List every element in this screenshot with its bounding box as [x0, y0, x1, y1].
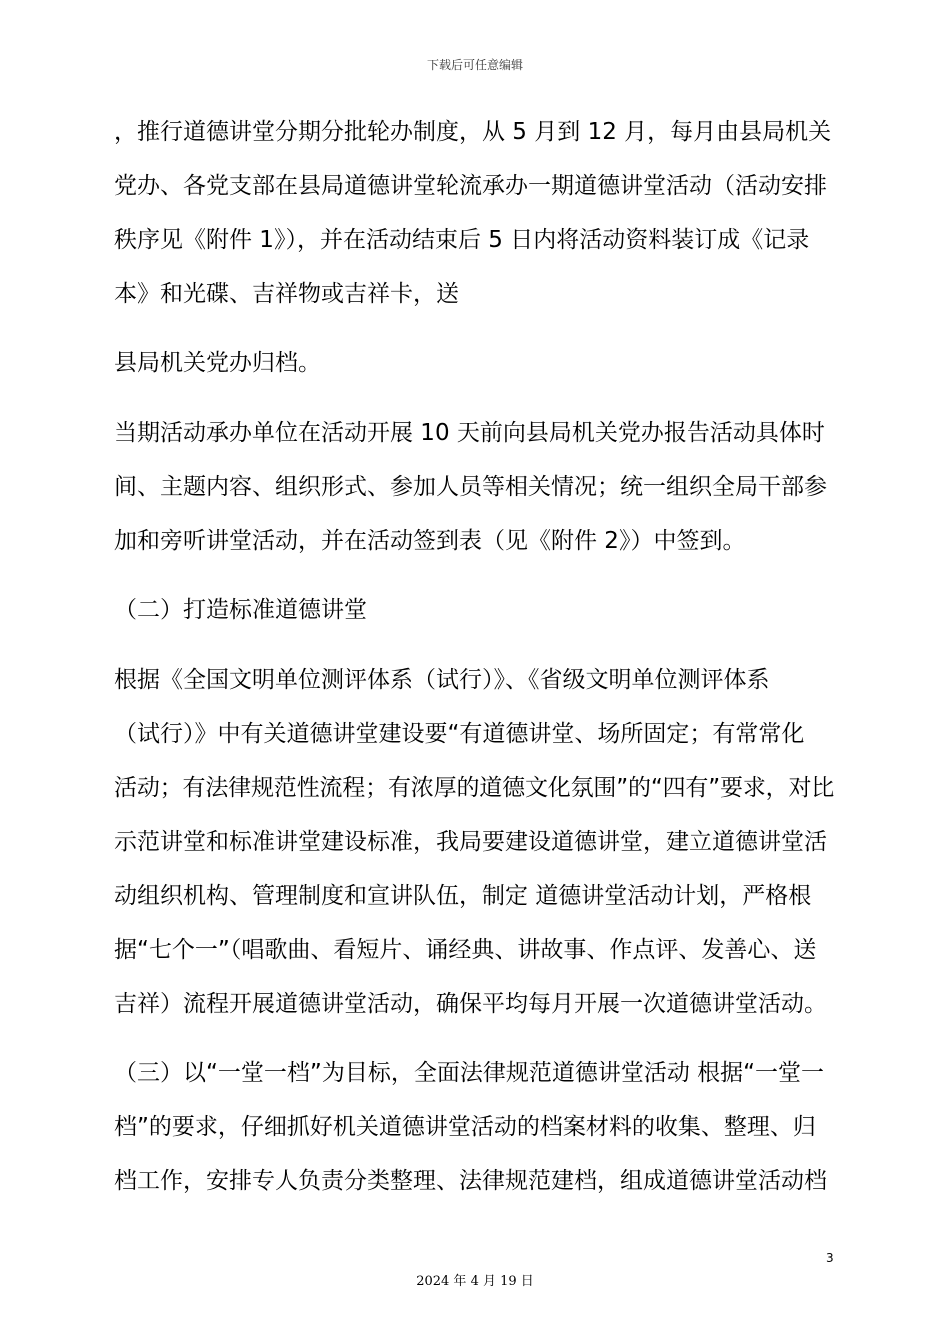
paragraph-3-line-1: 当期活动承办单位在活动开展 10 天前向县局机关党办报告活动具体时: [114, 420, 825, 446]
paragraph-1-line-3: 秩序见《附件 1》），并在活动结束后 5 日内将活动资料装订成《记录: [114, 227, 810, 253]
paragraph-5-line-2: （试行）》中有关道德讲堂建设要“有道德讲堂、场所固定；有常常化: [114, 721, 805, 747]
paragraph-5-line-5: 动组织机构、管理制度和宣讲队伍，制定 道德讲堂活动计划，严格根: [114, 883, 812, 909]
section-heading-2: （二）打造标准道德讲堂: [114, 597, 367, 623]
paragraph-3-line-3: 加和旁听讲堂活动，并在活动签到表（见《附件 2》）中签到。: [114, 528, 746, 554]
page-number: 3: [826, 1251, 834, 1265]
paragraph-1-line-4: 本》和光碟、吉祥物或吉祥卡，送: [114, 281, 459, 307]
paragraph-5-line-7: 吉祥）流程开展道德讲堂活动，确保平均每月开展一次道德讲堂活动。: [114, 991, 827, 1017]
paragraph-1-line-1: ，推行道德讲堂分期分批轮办制度，从 5 月到 12 月，每月由县局机关: [114, 119, 832, 145]
paragraph-6-line-2: 档”的要求，仔细抓好机关道德讲堂活动的档案材料的收集、整理、归: [114, 1114, 816, 1140]
paragraph-5-line-4: 示范讲堂和标准讲堂建设标准，我局要建设道德讲堂，建立道德讲堂活: [114, 829, 827, 855]
footer-date: 2024 年 4 月 19 日: [416, 1274, 534, 1289]
paragraph-1-line-2: 党办、各党支部在县局道德讲堂轮流承办一期道德讲堂活动（活动安排: [114, 173, 827, 199]
paragraph-5-line-3: 活动；有法律规范性流程；有浓厚的道德文化氛围”的“四有”要求，对比: [114, 775, 835, 801]
header-note: 下载后可任意编辑: [426, 58, 523, 72]
paragraph-5-line-6: 据“七个一”（唱歌曲、看短片、诵经典、讲故事、作点评、发善心、送: [114, 937, 817, 963]
paragraph-5-line-1: 根据《全国文明单位测评体系（试行）》、《省级文明单位测评体系: [114, 667, 770, 693]
paragraph-6-line-3: 档工作，安排专人负责分类整理、法律规范建档，组成道德讲堂活动档: [114, 1168, 827, 1194]
paragraph-2-line-1: 县局机关党办归档。: [114, 350, 321, 376]
paragraph-6-line-1: （三）以“一堂一档”为目标，全面法律规范道德讲堂活动 根据“一堂一: [114, 1060, 825, 1086]
paragraph-3-line-2: 间、主题内容、组织形式、参加人员等相关情况；统一组织全局干部参: [114, 474, 827, 500]
